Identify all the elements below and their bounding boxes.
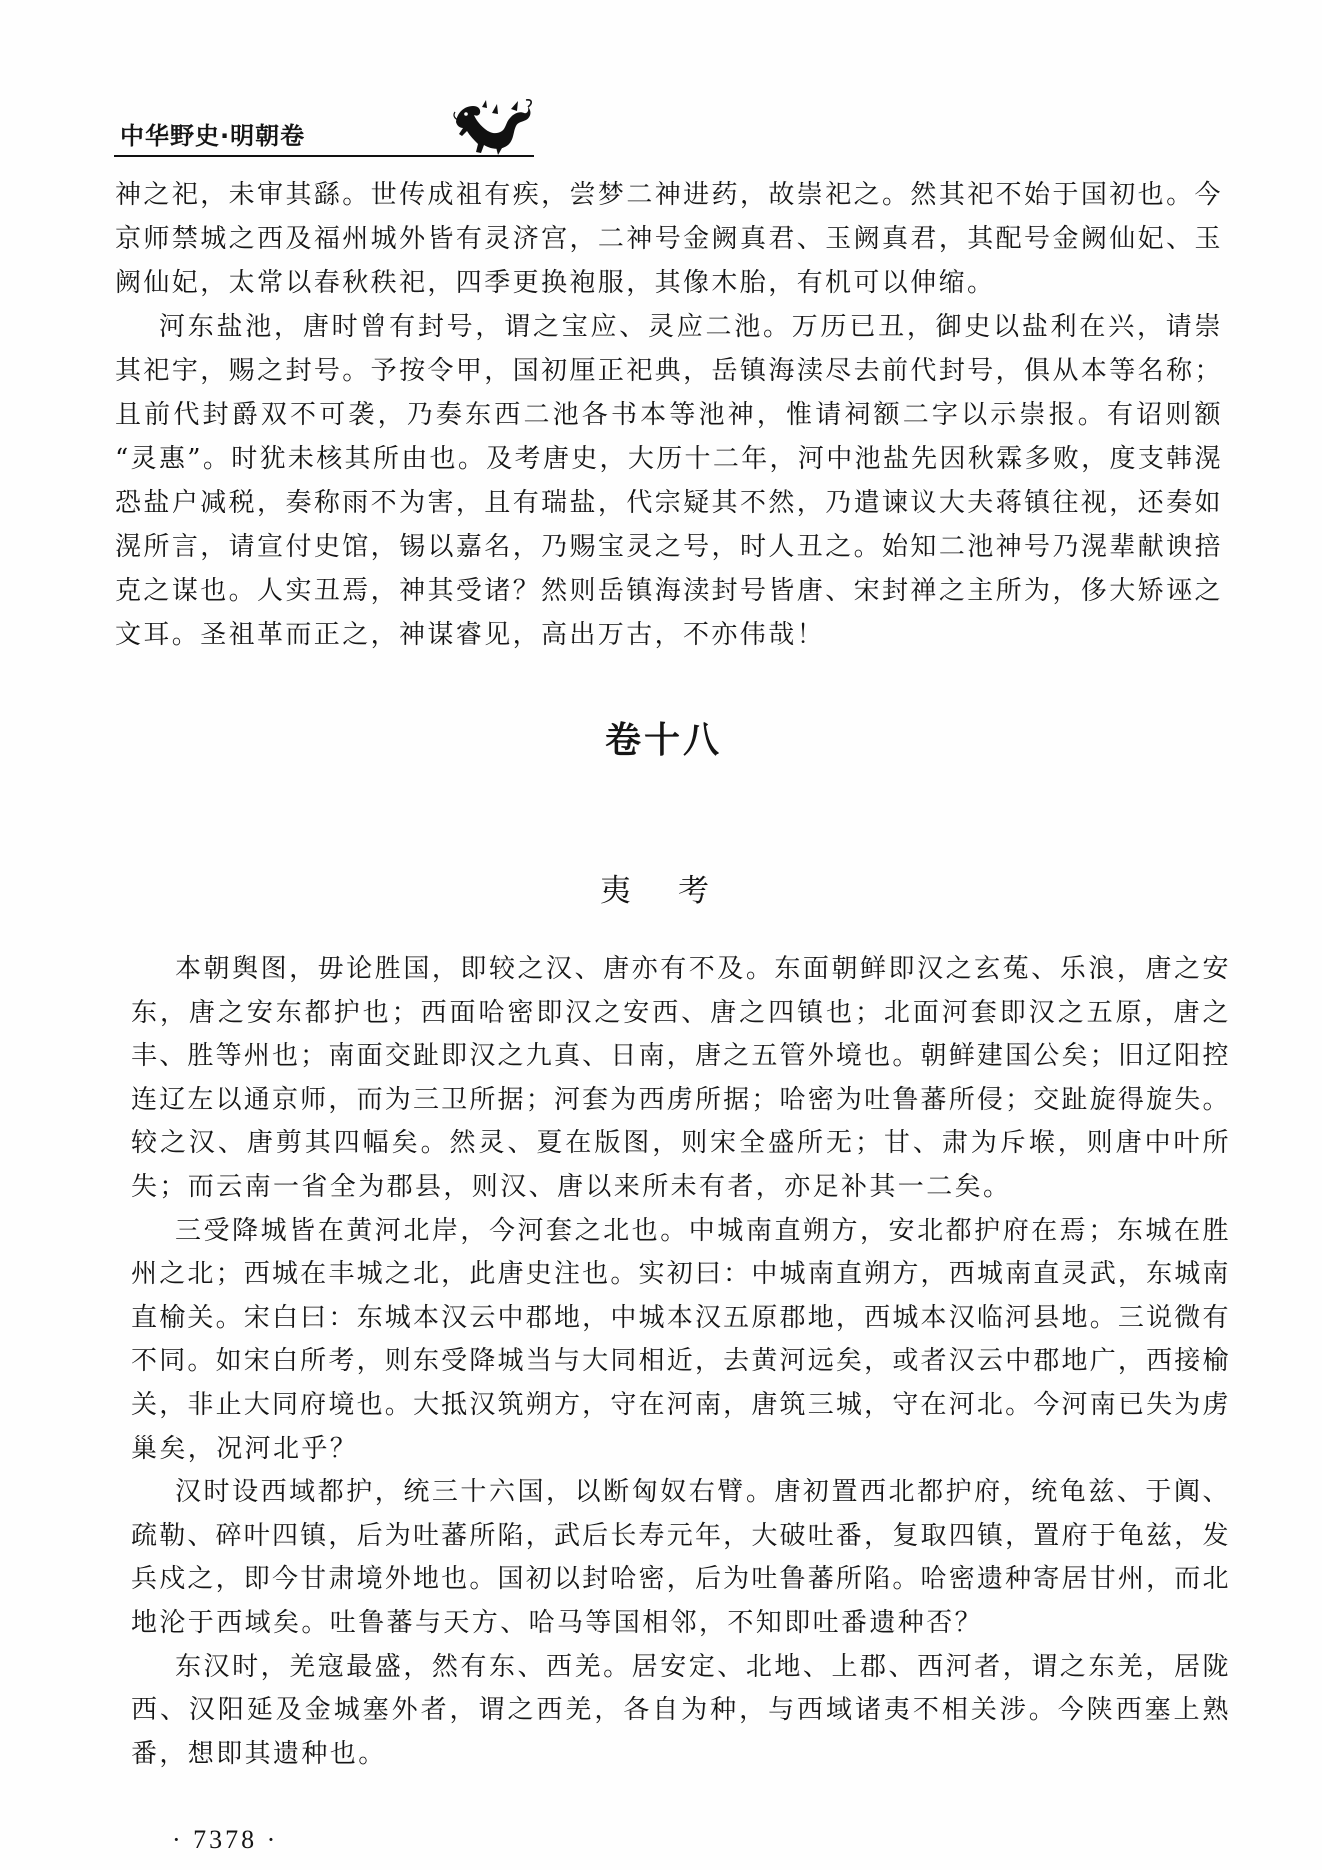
section-body [131,948,1229,1776]
text-line: 丰、胜等州也；南面交趾即汉之九真、日南，唐之五管外境也。朝鲜建国公矣；旧辽阳控 [131,1041,1229,1072]
text-line: 滉所言，请宣付史馆，锡以嘉名，乃赐宝灵之号，时人丑之。始知二池神号乃滉辈献谀掊 [115,532,1221,562]
text-line: 三受降城皆在黄河北岸，今河套之北也。中城南直朔方，安北都护府在焉；东城在胜 [175,1215,1229,1246]
text-line: 不同。如宋白所考，则东受降城当与大同相近，去黄河远矣，或者汉云中郡地广，西接榆 [131,1346,1229,1377]
paragraph [131,1210,1229,1472]
text-line: “灵惠”。时犹未核其所由也。及考唐史，大历十二年，河中池盐先因秋霖多败，度支韩滉 [115,444,1221,474]
running-head: 中华野史·明朝卷 [120,122,306,150]
text-line: 东汉时，羌寇最盛，然有东、西羌。居安定、北地、上郡、西河者，谓之东羌，居陇 [175,1651,1229,1682]
paragraph [131,948,1229,1210]
text-line: 巢矣，况河北乎？ [131,1433,359,1464]
text-line: 直榆关。宋白曰：东城本汉云中郡地，中城本汉五原郡地，西城本汉临河县地。三说微有 [131,1302,1229,1333]
text-line: 兵戍之，即今甘肃境外地也。国初以封哈密，后为吐鲁蕃所陷。哈密遗种寄居甘州，而北 [131,1564,1229,1595]
text-line: 神之祀，未审其繇。世传成祖有疾，尝梦二神进药，故崇祀之。然其祀不始于国初也。今 [115,180,1221,210]
text-line: 连辽左以通京师，而为三卫所据；河套为西虏所据；哈密为吐鲁蕃所侵；交趾旋得旋失。 [131,1084,1229,1115]
text-line: 番，想即其遗种也。 [131,1738,387,1769]
text-line: 地沦于西域矣。吐鲁蕃与天方、哈马等国相邻，不知即吐番遗种否？ [131,1607,984,1638]
text-line: 其祀宇，赐之封号。予按令甲，国初厘正祀典，岳镇海渎尽去前代封号，俱从本等名称； [115,356,1221,386]
page-number: · 7378 · [172,1825,279,1854]
text-line: 州之北；西城在丰城之北，此唐史注也。实初曰：中城南直朔方，西城南直灵武，东城南 [131,1259,1229,1290]
text-line: 失；而云南一省全为郡县，则汉、唐以来所未有者，亦足补其一二矣。 [131,1171,1012,1202]
text-line: 关，非止大同府境也。大抵汉筑朔方，守在河南，唐筑三城，守在河北。今河南已失为虏 [131,1389,1229,1420]
section-title: 夷考 [600,873,756,909]
text-line: 较之汉、唐剪其四幅矣。然灵、夏在版图，则宋全盛所无；甘、肃为斥堠，则唐中叶所 [131,1128,1229,1159]
paragraph [115,173,1221,305]
text-line: 阙仙妃，太常以春秋秩祀，四季更换袍服，其像木胎，有机可以伸缩。 [115,268,996,298]
text-line: 克之谋也。人实丑焉，神其受诸？然则岳镇海渎封号皆唐、宋封禅之主所为，侈大矫诬之 [115,576,1221,606]
text-line: 东，唐之安东都护也；西面哈密即汉之安西、唐之四镇也；北面河套即汉之五原，唐之 [131,997,1229,1028]
dragon-logo [452,98,534,156]
text-line: 西、汉阳延及金城塞外者，谓之西羌，各自为种，与西域诸夷不相关涉。今陕西塞上熟 [131,1695,1229,1726]
text-line: 河东盐池，唐时曾有封号，谓之宝应、灵应二池。万历已丑，御史以盐利在兴，请崇 [159,312,1221,342]
paragraph [115,305,1221,657]
text-line: 恐盐户减税，奏称雨不为害，且有瑞盐，代宗疑其不然，乃遣谏议大夫蒋镇往视，还奏如 [115,488,1221,518]
text-line: 疏勒、碎叶四镇，后为吐蕃所陷，武后长寿元年，大破吐番，复取四镇，置府于龟兹，发 [131,1520,1229,1551]
text-line: 京师禁城之西及福州城外皆有灵济宫，二神号金阙真君、玉阙真君，其配号金阙仙妃、玉 [115,224,1221,254]
text-line: 本朝舆图，毋论胜国，即较之汉、唐亦有不及。东面朝鲜即汉之玄菟、乐浪，唐之安 [175,954,1229,984]
text-line: 文耳。圣祖革而正之，神谋睿见，高出万古，不亦伟哉！ [115,620,826,650]
paragraph [131,1646,1229,1777]
continued-text [115,173,1221,657]
volume-title: 卷十八 [605,720,723,761]
text-line: 且前代封爵双不可袭，乃奏东西二池各书本等池神，惟请祠额二字以示崇报。有诏则额 [115,400,1221,430]
paragraph [131,1471,1229,1645]
header-rule [114,155,534,157]
text-line: 汉时设西域都护，统三十六国，以断匈奴右臂。唐初置西北都护府，统龟兹、于阗、 [175,1477,1229,1508]
